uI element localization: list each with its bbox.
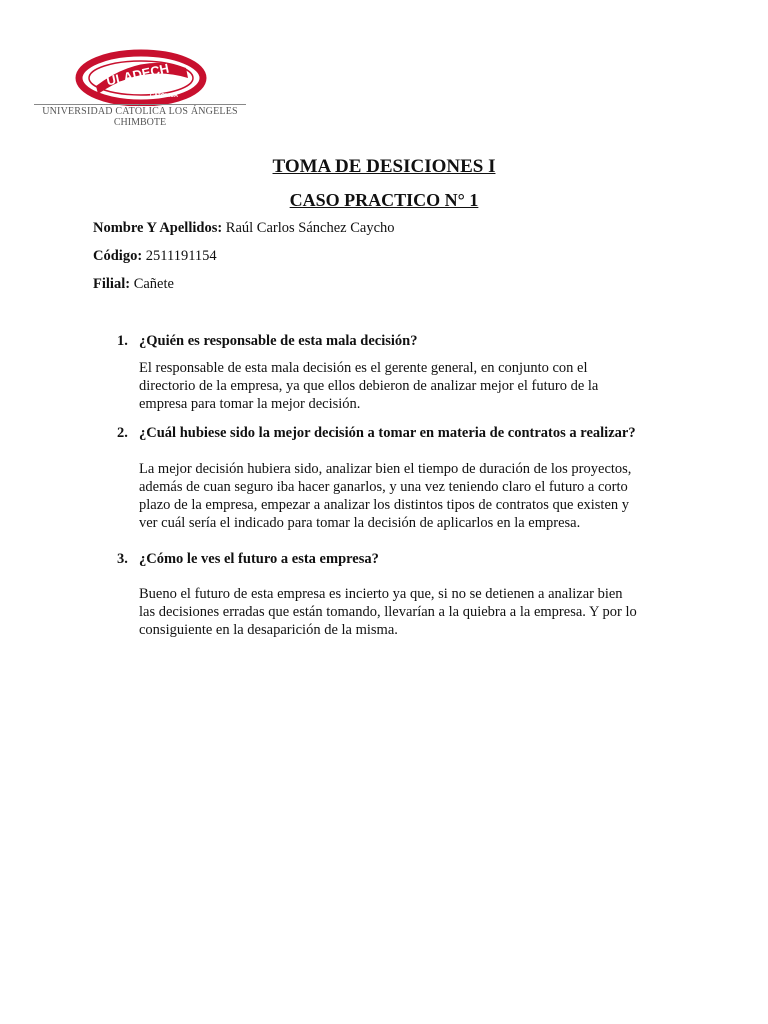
question-text: ¿Quién es responsable de esta mala decisión? <box>139 333 418 349</box>
answer-line: empresa para tomar la mejor decisión. <box>139 396 361 412</box>
question-text: ¿Cuál hubiese sido la mejor decisión a tomar en materia de contratos a realizar? <box>139 425 636 441</box>
question-2 <box>117 424 636 442</box>
header-divider <box>34 104 246 105</box>
answer-line: directorio de la empresa, ya que ellos debieron de analizar mejor el futuro de la <box>139 378 599 394</box>
question-text: ¿Cómo le ves el futuro a esta empresa? <box>139 551 379 567</box>
answer-line: consiguiente en la desaparición de la misma. <box>139 622 398 638</box>
answer-1 <box>139 359 699 413</box>
answer-line: además de cuan seguro iba hacer ganarlos, y una vez teniendo claro el futuro a corto <box>139 479 628 495</box>
university-city: CHIMBOTE <box>113 117 167 128</box>
uladech-logo-icon <box>66 48 216 106</box>
student-code-row <box>93 247 217 265</box>
answer-line: Bueno el futuro de esta empresa es incierto ya que, si no se detienen a analizar bien <box>139 586 623 602</box>
question-number: 2. <box>117 425 128 441</box>
branch-row <box>93 275 174 293</box>
answer-line: ver cuál sería el indicado para tomar la decisión de aplicarlos en la empresa. <box>139 515 581 531</box>
logo-text: ULADECH <box>105 60 171 89</box>
answer-line: las decisiones erradas que están tomando, llevarían a la quiebra a la empresa. Y por lo <box>139 604 637 620</box>
answer-3 <box>139 585 699 639</box>
question-1 <box>117 332 417 350</box>
question-3 <box>117 550 379 568</box>
question-number: 3. <box>117 551 128 567</box>
branch-label: Filial: <box>93 276 131 292</box>
logo-subtext: CATÓLICA <box>149 93 179 99</box>
answer-line: El responsable de esta mala decisión es el gerente general, en conjunto con el <box>139 360 588 376</box>
answer-line: La mejor decisión hubiera sido, analizar bien el tiempo de duración de los proyectos, <box>139 461 632 477</box>
question-number: 1. <box>117 333 128 349</box>
university-name: UNIVERSIDAD CATÓLICA LOS ÁNGELES <box>42 106 238 117</box>
page-title: TOMA DE DESICIONES I <box>272 156 496 177</box>
branch-value: Cañete <box>133 276 174 292</box>
page-subtitle: CASO PRACTICO N° 1 <box>289 190 479 210</box>
student-code-value: 2511191154 <box>145 248 217 264</box>
answer-2 <box>139 460 699 532</box>
student-name-row <box>93 219 395 237</box>
university-logo-block <box>34 48 246 132</box>
student-name-value: Raúl Carlos Sánchez Caycho <box>225 220 395 236</box>
student-name-label: Nombre Y Apellidos: <box>93 220 223 236</box>
student-code-label: Código: <box>93 248 143 264</box>
answer-line: plazo de la empresa, empezar a analizar los distintos tipos de contratos que existen y <box>139 497 630 513</box>
